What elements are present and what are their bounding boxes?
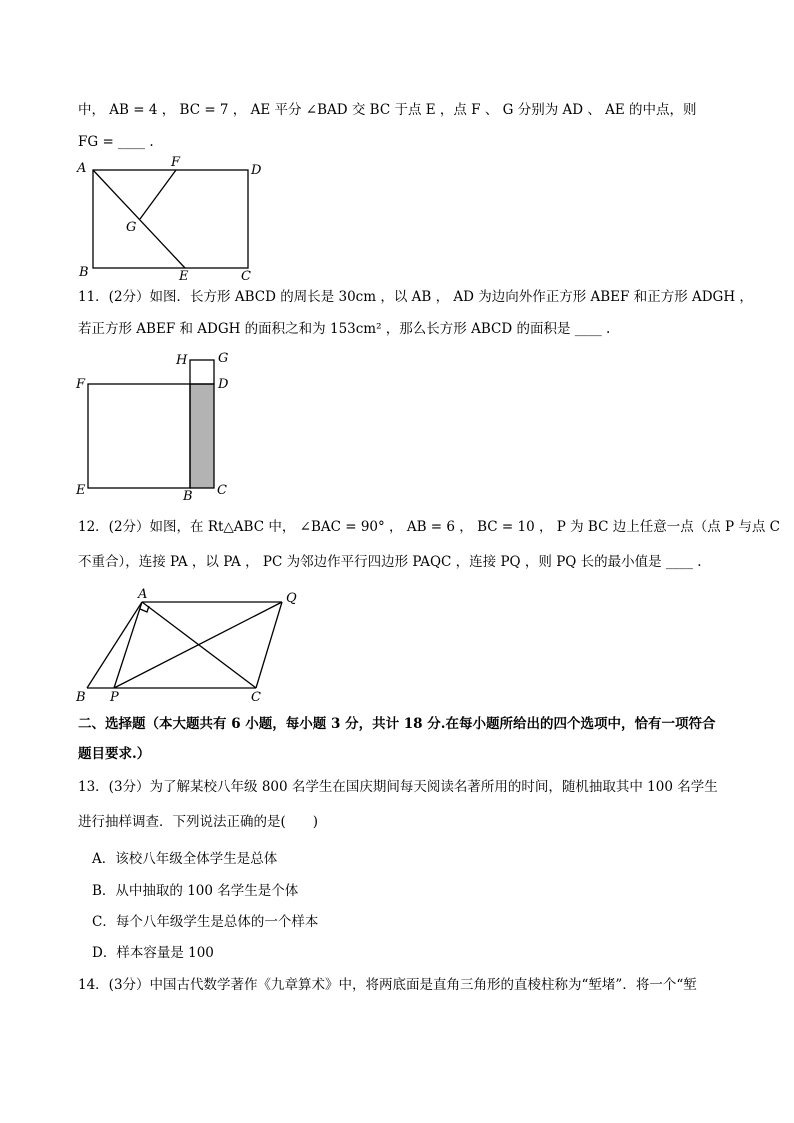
q11-label-b: B xyxy=(183,489,193,502)
section2-heading-line2: 题目要求.） xyxy=(78,746,151,762)
q12-text-line2: 不重合），连接 PA ，以 PA ， PC 为邻边作平行四边形 PAQC ，连接 PQ ，则 PQ 长的最小值是 ____ . xyxy=(78,554,702,570)
q11-label-c: C xyxy=(217,483,227,498)
q12-label-p: P xyxy=(110,690,119,705)
q10-figure xyxy=(70,152,270,284)
q11-text-line2: 若正方形 ABEF 和 ADGH 的面积之和为 153cm² ，那么长方形 ABCD 的面积是 ____ . xyxy=(78,321,611,337)
q13-option-b: B．从中抽取的 100 名学生是个体 xyxy=(92,883,299,899)
q12-label-c: C xyxy=(251,690,261,705)
q10-segment-ae xyxy=(93,170,185,268)
q11-square-abef xyxy=(88,384,190,488)
q10-label-f: F xyxy=(171,155,181,170)
q10-label-b: B xyxy=(79,265,89,280)
q13-text-line1: 13．(3分）为了解某校八年级 800 名学生在国庆期间每天阅读名著所用的时间，随机抽取其中 100 名学生 xyxy=(78,779,718,795)
q11-label-g: G xyxy=(218,351,229,366)
q10-text-line2: FG = ____ . xyxy=(78,134,154,150)
q12-segment-qc xyxy=(256,602,282,688)
q10-label-e: E xyxy=(179,269,189,284)
q13-option-c: C．每个八年级学生是总体的一个样本 xyxy=(92,914,319,930)
q13-option-d: D．样本容量是 100 xyxy=(92,945,214,961)
q13-option-a: A．该校八年级全体学生是总体 xyxy=(92,851,278,867)
q11-label-h: H xyxy=(176,353,188,368)
q12-segment-ab xyxy=(87,602,142,688)
q11-square-adgh xyxy=(190,360,214,384)
q10-label-c: C xyxy=(241,269,251,284)
section2-heading-line1: 二、选择题（本大题共有 6 小题，每小题 3 分，共计 18 分.在每小题所给出的四个选项中，恰有一项符合 xyxy=(78,716,716,732)
q11-figure xyxy=(70,346,240,502)
q10-label-g: G xyxy=(126,220,137,235)
q14-text-line1: 14．(3分）中国古代数学著作《九章算术》中，将两底面是直角三角形的直棱柱称为“堑堵”．将一个“堑 xyxy=(78,977,697,993)
q11-text-line1: 11．(2分）如图．长方形 ABCD 的周长是 30cm ，以 AB ， AD 为边向外作正方形 ABEF 和正方形 ADGH ， xyxy=(78,289,753,305)
q10-segment-fg xyxy=(140,170,176,219)
q13-text-line2: 进行抽样调查．下列说法正确的是( ) xyxy=(78,814,319,830)
q12-label-a: A xyxy=(138,587,148,602)
q12-figure xyxy=(70,585,310,707)
q12-segment-pq xyxy=(114,602,282,688)
q11-label-d: D xyxy=(218,377,229,392)
q10-label-a: A xyxy=(77,161,87,176)
q10-label-d: D xyxy=(251,163,262,178)
q12-label-q: Q xyxy=(286,591,297,606)
q12-label-b: B xyxy=(76,690,86,705)
q11-label-e: E xyxy=(76,483,86,498)
q12-text-line1: 12．(2分）如图，在 Rt△ABC 中， ∠BAC = 90° ， AB = 6 ， BC = 10 ， P 为 BC 边上任意一点（点 P 与点 C xyxy=(78,519,780,535)
q11-label-f: F xyxy=(76,377,86,392)
q10-text-line1: 中， AB = 4 ， BC = 7 ， AE 平分 ∠BAD 交 BC 于点 E ，点 F 、 G 分别为 AD 、 AE 的中点，则 xyxy=(78,102,697,118)
q11-shaded-rectangle-abcd xyxy=(190,384,214,488)
